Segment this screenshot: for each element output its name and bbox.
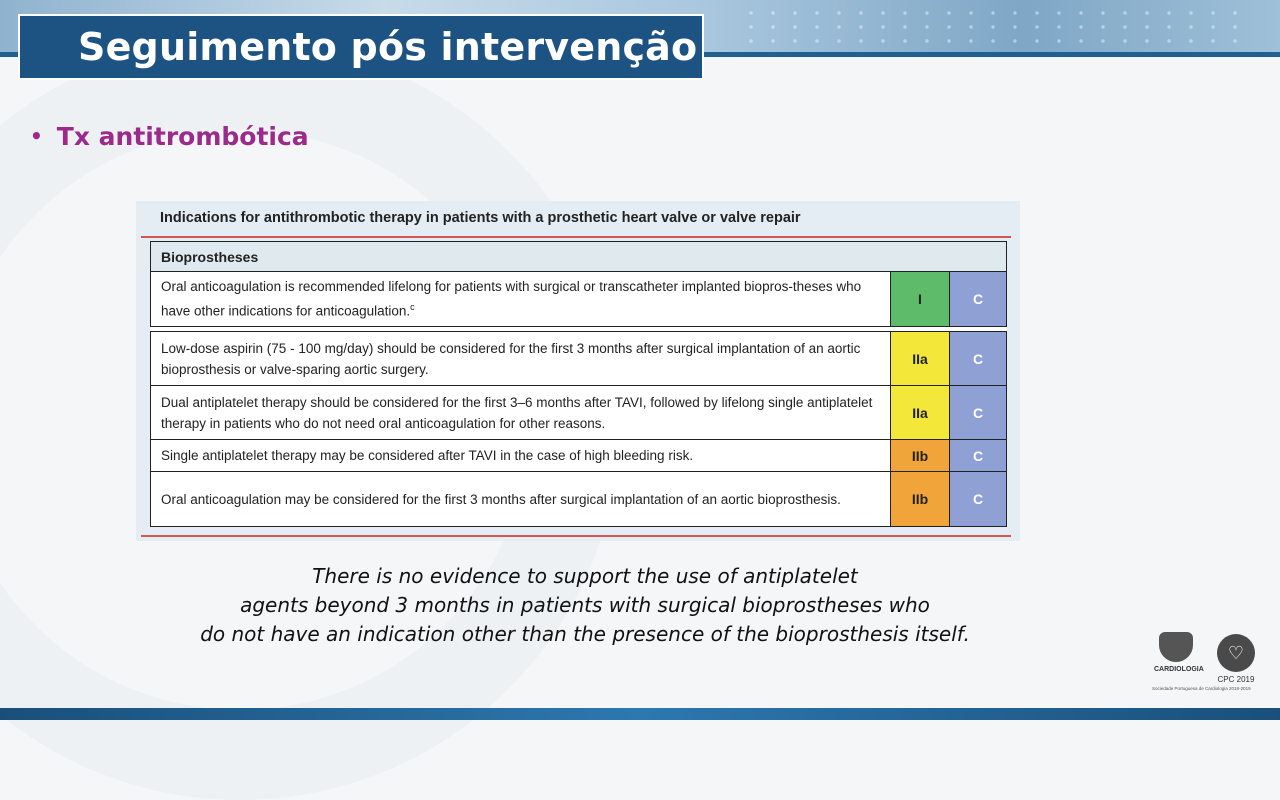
table-row: [150, 439, 1007, 472]
slide-title: Seguimento pós intervenção: [78, 25, 698, 69]
table-row: [150, 471, 1007, 527]
level-cell: C: [949, 472, 1006, 526]
footer-logos: [1150, 632, 1268, 696]
table-bottom-rule: [141, 535, 1011, 537]
spc-logo: [1154, 632, 1204, 673]
class-cell: I: [890, 272, 949, 326]
bullet-text: Tx antitrombótica: [56, 122, 309, 151]
bullet-dot-icon: •: [30, 124, 43, 148]
table-row: [150, 331, 1007, 386]
table-row: [150, 385, 1007, 440]
recommendation-text: Dual antiplatelet therapy should be considered for the first 3–6 months after TAVI, followed by lifelong single antiplatelet therapy in patients who do not need oral anticoagulation for other reasons.: [161, 394, 873, 431]
footer-stripe: [0, 708, 1280, 720]
table-body: [150, 241, 1007, 527]
recommendation-text: Oral anticoagulation may be considered for the first 3 months after surgical implantation of an aortic bioprosthesis.: [161, 491, 841, 507]
recommendation-text: Oral anticoagulation is recommended lifelong for patients with surgical or transcatheter implanted biopros-theses who have other indications for anticoagulation.$^c$: [161, 279, 862, 319]
banner-pattern: [740, 6, 1240, 46]
level-cell: C: [949, 440, 1006, 471]
level-cell: C: [949, 272, 1006, 326]
class-cell: IIa: [890, 386, 949, 439]
logo-footer-text: Sociedade Portuguesa de Cardiologia 2018-2019: [1152, 686, 1251, 691]
note-line: agents beyond 3 months in patients with surgical bioprostheses who: [240, 593, 930, 617]
level-cell: C: [949, 386, 1006, 439]
cpc-logo: [1214, 634, 1258, 684]
class-cell: IIb: [890, 472, 949, 526]
spc-logo-label: CARDIOLOGIA: [1154, 666, 1204, 673]
level-cell: C: [949, 332, 1006, 385]
heart-circle-icon: ♡: [1217, 634, 1255, 672]
recommendation-text: Single antiplatelet therapy may be considered after TAVI in the case of high bleeding risk.: [161, 448, 694, 463]
table-row: [150, 271, 1007, 327]
section-header: Bioprostheses: [150, 241, 1007, 271]
note-line: do not have an indication other than the presence of the bioprosthesis itself.: [200, 622, 970, 646]
table-title: Indications for antithrombotic therapy in patients with a prosthetic heart valve or valve repair: [160, 210, 801, 226]
table-top-rule: [141, 236, 1011, 238]
recommendations-table: [136, 201, 1020, 541]
class-cell: IIb: [890, 440, 949, 471]
class-cell: IIa: [890, 332, 949, 385]
slide-title-box: [18, 14, 704, 80]
evidence-note: [140, 562, 1030, 649]
note-line: There is no evidence to support the use of antiplatelet: [312, 564, 858, 588]
heart-icon: [1159, 632, 1193, 662]
recommendation-text: Low-dose aspirin (75 - 100 mg/day) should be considered for the first 3 months after surgical implantation of an aortic bioprosthesis or valve-sparing aortic surgery.: [161, 340, 861, 377]
cpc-logo-label: CPC 2019: [1217, 675, 1255, 684]
bullet-item: [30, 122, 309, 151]
